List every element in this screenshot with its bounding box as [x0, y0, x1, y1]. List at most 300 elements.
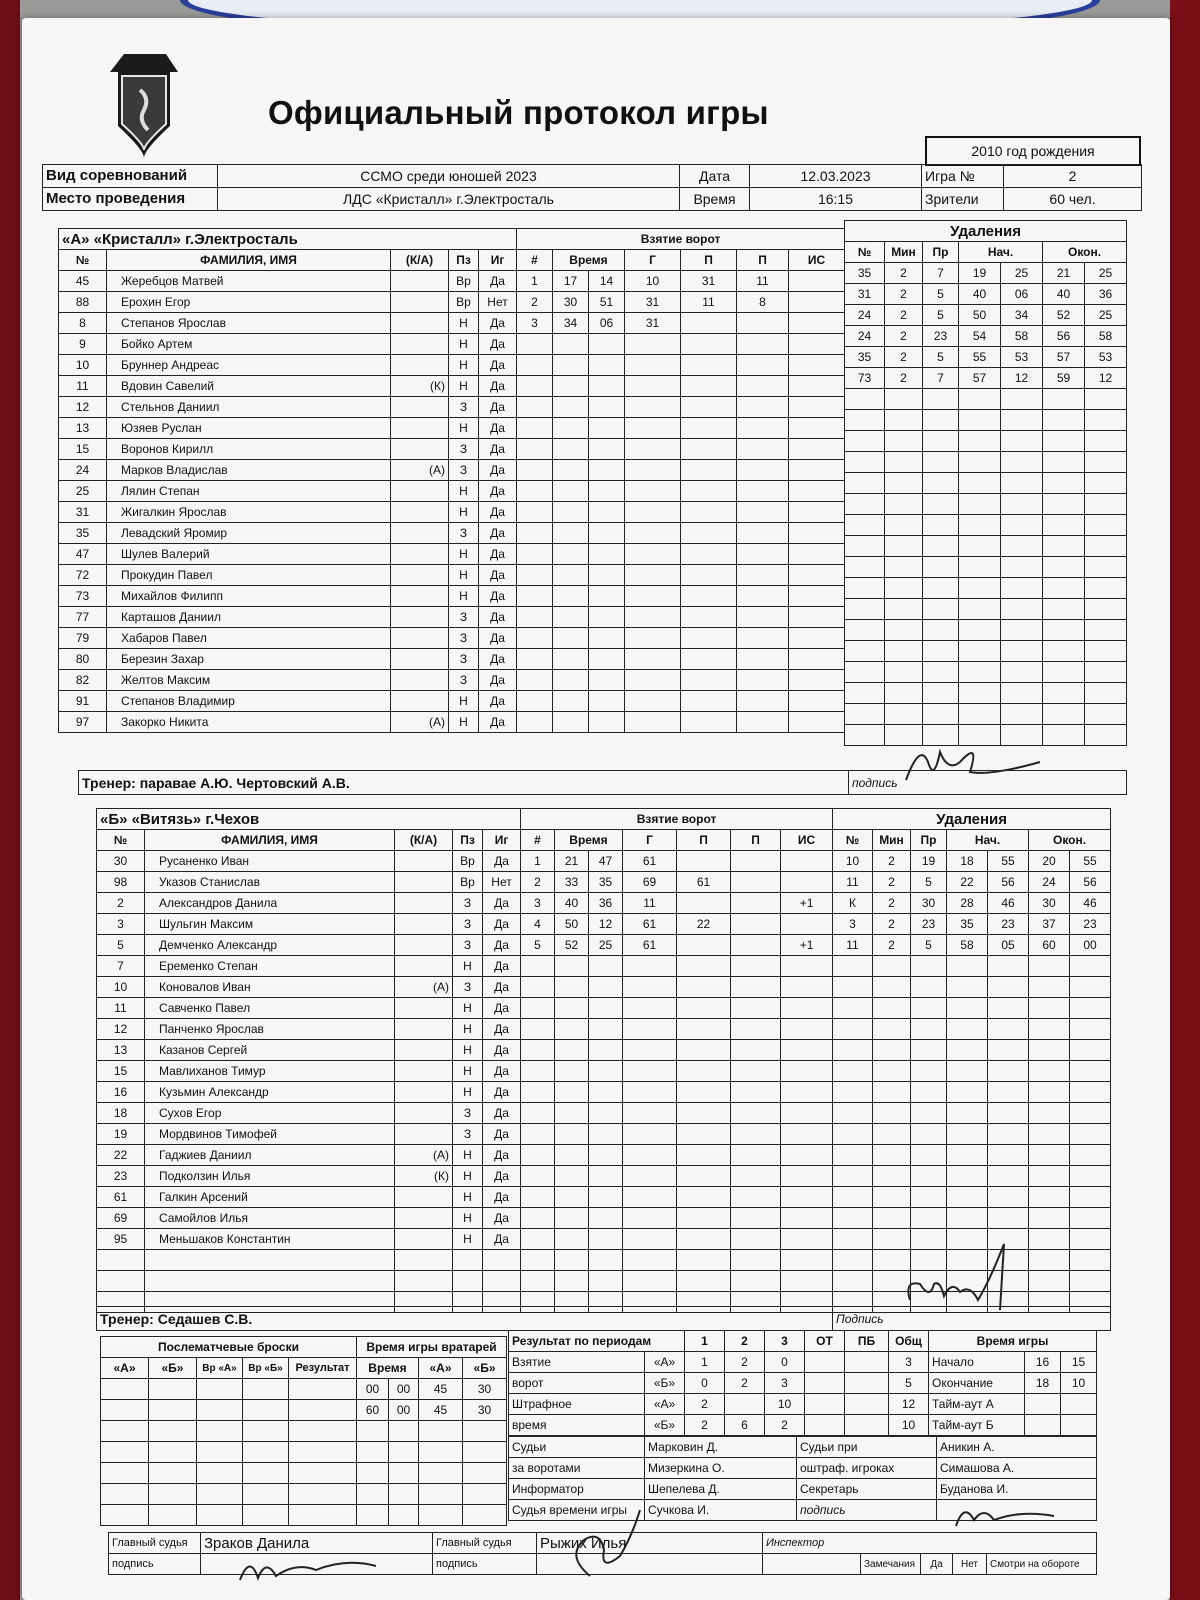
- penalty-row: [845, 515, 1127, 536]
- pen-end-min: 30: [1029, 893, 1070, 914]
- end-minute: 10: [1061, 1373, 1097, 1394]
- empty-cell: [1043, 536, 1085, 557]
- empty-cell: [845, 389, 885, 410]
- penalty-row: [833, 977, 1111, 998]
- shootout-cell: [197, 1421, 243, 1442]
- player-role: [391, 502, 449, 523]
- empty-cell: [731, 1166, 781, 1187]
- empty-cell: [988, 1124, 1029, 1145]
- goal-scorer: 10: [625, 271, 681, 292]
- empty-cell: [1070, 1208, 1111, 1229]
- empty-cell: [677, 1040, 731, 1061]
- game-value: 2: [1004, 165, 1142, 188]
- place-label: Место проведения: [43, 188, 218, 211]
- informer-value: Шепелева Д.: [645, 1479, 797, 1500]
- secretary-value: Буданова И.: [937, 1479, 1097, 1500]
- player-position: Н: [453, 1061, 483, 1082]
- goal-row: [521, 851, 833, 872]
- pen-end-min: 59: [1043, 368, 1085, 389]
- empty-cell: [517, 439, 553, 460]
- empty-cell: [589, 712, 625, 733]
- goal-row: [521, 1061, 833, 1082]
- goal-row: [517, 565, 845, 586]
- col-assist-2: П: [737, 250, 789, 271]
- player-role: [391, 397, 449, 418]
- empty-cell: [923, 662, 959, 683]
- player-name: Демченко Александр: [145, 935, 395, 956]
- empty-cell: [1029, 1061, 1070, 1082]
- pen-start-sec: 34: [1001, 305, 1043, 326]
- timeout-a-label: Тайм-аут А: [929, 1394, 1025, 1415]
- player-number: 45: [59, 271, 107, 292]
- player-row: [97, 893, 521, 914]
- goal-row: [521, 1208, 833, 1229]
- team-a-coach: Тренер: паравае А.Ю. Чертовский А.В.: [79, 771, 849, 795]
- pen-reason: 5: [911, 935, 947, 956]
- gk-cell: [419, 1463, 463, 1484]
- pim-b-value: 2: [685, 1415, 725, 1436]
- pen-start-min: 54: [959, 326, 1001, 347]
- goal-sec: 36: [589, 893, 623, 914]
- empty-cell: [789, 628, 845, 649]
- player-name: Березин Захар: [107, 649, 391, 670]
- empty-cell: [845, 662, 885, 683]
- empty-cell: [873, 1061, 911, 1082]
- empty-cell: [923, 431, 959, 452]
- empty-cell: [625, 565, 681, 586]
- pen-start-sec: 46: [988, 893, 1029, 914]
- player-played: Да: [479, 334, 517, 355]
- empty-cell: [789, 544, 845, 565]
- player-row: [59, 649, 517, 670]
- player-row: [97, 1271, 521, 1292]
- empty-cell: [789, 397, 845, 418]
- goal-assist-1: 11: [681, 292, 737, 313]
- empty-cell: [1070, 1082, 1111, 1103]
- goal-assist-2: [731, 872, 781, 893]
- goals-b-value: [805, 1373, 845, 1394]
- pen-start-min: 57: [959, 368, 1001, 389]
- player-name: Еременко Степан: [145, 956, 395, 977]
- empty-cell: [623, 1208, 677, 1229]
- pen-min: 2: [873, 893, 911, 914]
- player-role: [391, 544, 449, 565]
- player-role: [395, 1040, 453, 1061]
- empty-cell: [1029, 977, 1070, 998]
- goal-row: [517, 544, 845, 565]
- period-results-table: [508, 1330, 929, 1436]
- player-row: [97, 1229, 521, 1250]
- empty-cell: [625, 376, 681, 397]
- player-row: [59, 460, 517, 481]
- shootout-cell: [289, 1442, 357, 1463]
- player-position: Н: [453, 1082, 483, 1103]
- empty-cell: [781, 1166, 833, 1187]
- empty-cell: [589, 670, 625, 691]
- col-goal-time: Время: [555, 830, 623, 851]
- player-position: З: [453, 1103, 483, 1124]
- empty-cell: [589, 998, 623, 1019]
- empty-cell: [1029, 1250, 1070, 1271]
- empty-cell: [517, 460, 553, 481]
- empty-cell: [947, 1061, 988, 1082]
- player-role: [395, 1208, 453, 1229]
- empty-cell: [1001, 599, 1043, 620]
- player-name: Хабаров Павел: [107, 628, 391, 649]
- empty-cell: [589, 502, 625, 523]
- empty-cell: [517, 523, 553, 544]
- empty-cell: [789, 523, 845, 544]
- goal-situation: [789, 292, 845, 313]
- col-pen-player: №: [845, 242, 885, 263]
- empty-cell: [521, 977, 555, 998]
- empty-cell: [873, 1208, 911, 1229]
- player-name: Михайлов Филипп: [107, 586, 391, 607]
- goal-situation: +1: [781, 935, 833, 956]
- player-number: 97: [59, 712, 107, 733]
- player-position: Вр: [449, 271, 479, 292]
- empty-cell: [677, 998, 731, 1019]
- player-number: 24: [59, 460, 107, 481]
- goal-row: [521, 935, 833, 956]
- gk-a: 45: [419, 1400, 463, 1421]
- penalty-row: [845, 620, 1127, 641]
- player-played: Да: [483, 914, 521, 935]
- empty-cell: [625, 544, 681, 565]
- player-role: [395, 893, 453, 914]
- empty-cell: [873, 1103, 911, 1124]
- timekeeper-value: Сучкова И.: [645, 1500, 797, 1521]
- player-position: Н: [449, 355, 479, 376]
- empty-cell: [453, 1271, 483, 1292]
- empty-cell: [833, 1040, 873, 1061]
- gk-cell: [389, 1463, 419, 1484]
- empty-cell: [589, 607, 625, 628]
- empty-cell: [885, 662, 923, 683]
- player-role: [391, 607, 449, 628]
- empty-cell: [959, 641, 1001, 662]
- empty-cell: [959, 620, 1001, 641]
- player-number: 13: [97, 1040, 145, 1061]
- shootout-cell: [289, 1379, 357, 1400]
- player-role: [391, 649, 449, 670]
- team-a-goals: [516, 228, 845, 733]
- goal-row: [521, 998, 833, 1019]
- pen-reason: 19: [911, 851, 947, 872]
- player-played: Да: [479, 691, 517, 712]
- empty-cell: [737, 712, 789, 733]
- shootout-cell: [243, 1379, 289, 1400]
- pen-min: 2: [885, 347, 923, 368]
- col-goal-no: #: [521, 830, 555, 851]
- empty-cell: [625, 607, 681, 628]
- goal-assist-1: [677, 893, 731, 914]
- empty-cell: [1085, 431, 1127, 452]
- empty-cell: [1043, 410, 1085, 431]
- empty-cell: [789, 502, 845, 523]
- empty-cell: [873, 1145, 911, 1166]
- timekeeper-label: Судья времени игры: [509, 1500, 645, 1521]
- empty-cell: [517, 649, 553, 670]
- notes-see-back: Смотри на обороте: [987, 1554, 1097, 1575]
- empty-cell: [1043, 662, 1085, 683]
- goal-judge-1: Марковин Д.: [645, 1437, 797, 1458]
- shootout-cell: [289, 1505, 357, 1526]
- penalty-row: [845, 452, 1127, 473]
- col-name: ФАМИЛИЯ, ИМЯ: [107, 250, 391, 271]
- empty-cell: [988, 1082, 1029, 1103]
- penalty-row: [833, 1208, 1111, 1229]
- player-number: 2: [97, 893, 145, 914]
- player-role: [395, 1103, 453, 1124]
- player-position: Вр: [453, 872, 483, 893]
- gk-cell: [357, 1421, 389, 1442]
- empty-cell: [589, 1019, 623, 1040]
- empty-cell: [1043, 431, 1085, 452]
- empty-cell: [625, 334, 681, 355]
- player-number: 15: [97, 1061, 145, 1082]
- empty-cell: [1029, 1103, 1070, 1124]
- game-time-table: [928, 1330, 1097, 1436]
- empty-cell: [589, 418, 625, 439]
- empty-cell: [1085, 704, 1127, 725]
- player-number: 15: [59, 439, 107, 460]
- empty-cell: [1085, 410, 1127, 431]
- pen-player: К: [833, 893, 873, 914]
- player-played: Да: [483, 1019, 521, 1040]
- col-ka: (К/А): [391, 250, 449, 271]
- empty-cell: [681, 712, 737, 733]
- pen-end-min: 60: [1029, 935, 1070, 956]
- player-role: (А): [395, 1145, 453, 1166]
- player-role: [391, 586, 449, 607]
- empty-cell: [145, 1271, 395, 1292]
- competition-value: ССМО среди юношей 2023: [218, 165, 680, 188]
- empty-cell: [789, 376, 845, 397]
- empty-cell: [737, 628, 789, 649]
- gk-sec: 00: [389, 1379, 419, 1400]
- player-position: З: [453, 977, 483, 998]
- goal-row: [521, 1166, 833, 1187]
- player-name: Сухов Егор: [145, 1103, 395, 1124]
- pen-reason: 5: [911, 872, 947, 893]
- team-b-name: «Б» «Витязь» г.Чехов: [97, 809, 521, 830]
- empty-cell: [1029, 956, 1070, 977]
- penalty-row: [833, 872, 1111, 893]
- empty-cell: [681, 397, 737, 418]
- penalty-row: [845, 704, 1127, 725]
- empty-cell: [677, 1271, 731, 1292]
- pen-reason: 5: [923, 347, 959, 368]
- goals-label: Взятие: [509, 1352, 645, 1373]
- empty-cell: [589, 544, 625, 565]
- player-position: Н: [449, 334, 479, 355]
- goals-title: Взятие ворот: [521, 809, 833, 830]
- player-position: Н: [449, 481, 479, 502]
- empty-cell: [923, 578, 959, 599]
- pen-end-sec: 46: [1070, 893, 1111, 914]
- notes-label: Замечания: [861, 1554, 921, 1575]
- shootout-header: ПБ: [845, 1331, 889, 1352]
- empty-cell: [845, 620, 885, 641]
- empty-cell: [623, 1229, 677, 1250]
- player-name: Савченко Павел: [145, 998, 395, 1019]
- empty-cell: [737, 439, 789, 460]
- empty-cell: [1070, 1271, 1111, 1292]
- penalty-row: [833, 1124, 1111, 1145]
- empty-cell: [681, 355, 737, 376]
- goals-label-2: ворот: [509, 1373, 645, 1394]
- empty-cell: [923, 557, 959, 578]
- empty-cell: [845, 452, 885, 473]
- gk-cell: [463, 1505, 507, 1526]
- empty-cell: [923, 641, 959, 662]
- player-position: З: [449, 607, 479, 628]
- empty-cell: [781, 1124, 833, 1145]
- player-row: [59, 544, 517, 565]
- gk-cell: [389, 1505, 419, 1526]
- penalty-row: [845, 410, 1127, 431]
- secretary-signature: [950, 1496, 1060, 1536]
- penalty-row: [845, 662, 1127, 683]
- player-row: [59, 376, 517, 397]
- empty-cell: [885, 578, 923, 599]
- empty-cell: [923, 704, 959, 725]
- goals-a-value: 3: [889, 1352, 929, 1373]
- penalties-title: Удаления: [845, 221, 1127, 242]
- player-played: Да: [483, 1145, 521, 1166]
- empty-cell: [731, 1145, 781, 1166]
- empty-cell: [1085, 725, 1127, 746]
- empty-cell: [553, 376, 589, 397]
- empty-cell: [553, 628, 589, 649]
- player-played: Да: [479, 397, 517, 418]
- penalty-row: [833, 935, 1111, 956]
- goal-row: [517, 334, 845, 355]
- empty-cell: [681, 586, 737, 607]
- birth-year-box: [925, 136, 1141, 166]
- empty-cell: [1043, 620, 1085, 641]
- empty-cell: [885, 557, 923, 578]
- empty-cell: [677, 1187, 731, 1208]
- goal-assist-2: [731, 893, 781, 914]
- player-row: [59, 565, 517, 586]
- empty-cell: [625, 523, 681, 544]
- empty-cell: [833, 1187, 873, 1208]
- player-number: 88: [59, 292, 107, 313]
- empty-cell: [988, 1145, 1029, 1166]
- player-position: Н: [453, 1229, 483, 1250]
- col-pen-reason: Пр: [923, 242, 959, 263]
- empty-cell: [1070, 1040, 1111, 1061]
- pen-min: 2: [873, 914, 911, 935]
- player-row: [59, 670, 517, 691]
- goal-row: [521, 1187, 833, 1208]
- goal-no: 5: [521, 935, 555, 956]
- empty-cell: [555, 1271, 589, 1292]
- shootout-cell: [149, 1379, 197, 1400]
- player-number: 22: [97, 1145, 145, 1166]
- col-pen-end: Окон.: [1043, 242, 1127, 263]
- empty-cell: [731, 1229, 781, 1250]
- empty-cell: [781, 1250, 833, 1271]
- empty-cell: [623, 1145, 677, 1166]
- empty-cell: [1029, 1040, 1070, 1061]
- empty-cell: [555, 1019, 589, 1040]
- player-row: [59, 292, 517, 313]
- empty-cell: [731, 1103, 781, 1124]
- player-position: Вр: [449, 292, 479, 313]
- periods-title: Результат по периодам: [509, 1331, 685, 1352]
- empty-cell: [731, 1187, 781, 1208]
- empty-cell: [845, 557, 885, 578]
- empty-cell: [1029, 1271, 1070, 1292]
- goal-judges-label: Судьи: [509, 1437, 645, 1458]
- player-played: Да: [479, 460, 517, 481]
- player-row: [59, 586, 517, 607]
- empty-cell: [947, 956, 988, 977]
- penalty-row: [845, 305, 1127, 326]
- player-name: Степанов Ярослав: [107, 313, 391, 334]
- empty-cell: [845, 536, 885, 557]
- player-name: Шулев Валерий: [107, 544, 391, 565]
- gk-cell: [419, 1484, 463, 1505]
- empty-cell: [625, 439, 681, 460]
- player-number: 79: [59, 628, 107, 649]
- empty-cell: [885, 431, 923, 452]
- empty-cell: [789, 586, 845, 607]
- empty-cell: [1085, 515, 1127, 536]
- player-played: Да: [483, 1229, 521, 1250]
- player-name: Бойко Артем: [107, 334, 391, 355]
- penalty-row: [845, 347, 1127, 368]
- goal-judges-label-2: за воротами: [509, 1458, 645, 1479]
- shootout-cell: [197, 1505, 243, 1526]
- goal-row: [517, 586, 845, 607]
- goal-situation: +1: [781, 893, 833, 914]
- empty-cell: [1070, 1145, 1111, 1166]
- empty-cell: [1085, 557, 1127, 578]
- empty-cell: [833, 1061, 873, 1082]
- empty-cell: [677, 1229, 731, 1250]
- shootout-cell: [197, 1442, 243, 1463]
- empty-cell: [555, 977, 589, 998]
- player-row: [97, 1040, 521, 1061]
- pim-label-2: время: [509, 1415, 645, 1436]
- empty-cell: [988, 1040, 1029, 1061]
- goal-min: 40: [555, 893, 589, 914]
- empty-cell: [681, 649, 737, 670]
- empty-cell: [1070, 1166, 1111, 1187]
- player-row: [97, 1250, 521, 1271]
- start-hour: 16: [1025, 1352, 1061, 1373]
- player-name: Левадский Яромир: [107, 523, 391, 544]
- competition-label: Вид соревнований: [43, 165, 218, 188]
- empty-cell: [1070, 1103, 1111, 1124]
- main-referee-2-label: Главный судья: [433, 1533, 537, 1554]
- empty-cell: [947, 1103, 988, 1124]
- empty-cell: [517, 586, 553, 607]
- player-row: [97, 1124, 521, 1145]
- empty-cell: [681, 439, 737, 460]
- empty-cell: [483, 1271, 521, 1292]
- empty-cell: [845, 725, 885, 746]
- empty-cell: [737, 355, 789, 376]
- player-name: Марков Владислав: [107, 460, 391, 481]
- player-played: Да: [483, 1124, 521, 1145]
- empty-cell: [589, 1061, 623, 1082]
- empty-cell: [1001, 431, 1043, 452]
